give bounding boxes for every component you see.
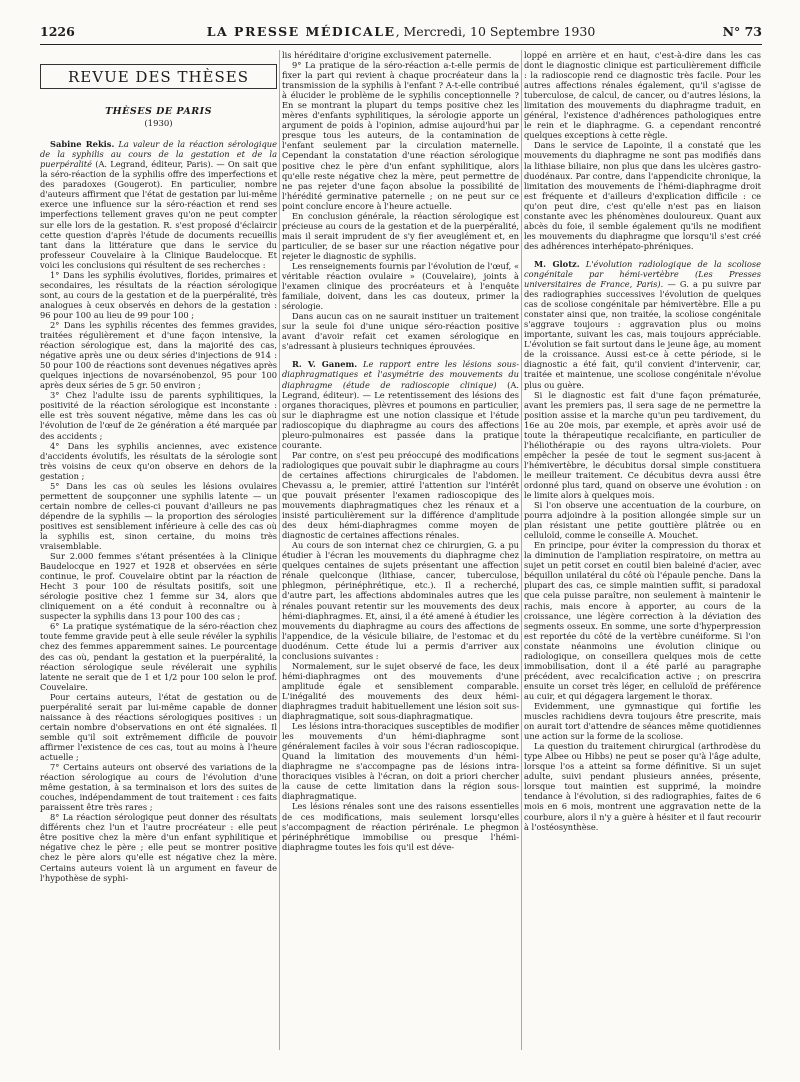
paragraph-text: La question du traitement chirurgical (arthrodèse du type Albee ou Hibbs) ne peut se poser qu'à l'âge adulte, lorsque l'os a atteint sa forme définitive. Si un sujet adulte, suivi pendant plusieurs années, présente, lorsque tout maintien est supprimé, la moindre tendance à l'évolution, si des radiographies, faites de 6 mois en 6 mois, montrent une aggravation nette de la courbure, alors il n'y a guère à hésiter et il faut recourir à l'ostéosynthèse. bbox=[524, 741, 761, 832]
paragraph-text: Les lésions intra-thoraciques susceptibles de modifier les mouvements d'un hémi-diaphragme sont généralement faciles à voir sous l'écran radioscopique. Quand la limitation des mouvements d'un hémi-diaphragme ne s'accompagne pas de lésions intra-thoraciques visibles à l'écran, on doit a priori chercher la cause de cette limitation dans la région sous-diaphragmatique. bbox=[282, 721, 519, 802]
paragraph bbox=[40, 621, 277, 691]
paragraph bbox=[524, 701, 761, 741]
paragraph bbox=[282, 261, 519, 311]
column-divider bbox=[521, 50, 522, 1050]
paragraph bbox=[282, 311, 519, 351]
paragraph bbox=[282, 450, 519, 540]
thesis-author: R. V. Ganem. bbox=[292, 359, 358, 370]
column-2-body bbox=[282, 50, 519, 852]
paragraph bbox=[40, 139, 277, 270]
paragraph-text: (A. Legrand, éditeur, Paris). — On sait que la séro-réaction de la syphilis offre des imperfections et des paradoxes (Gougerot). En particulier, nombre d'auteurs affirment que l'état de gestation par lui-même exerce une influence sur la séro-réaction et rend ses imperfections tellement graves qu'on ne peut compter sur elle lors de la gestation. R. s'est proposé d'éclaircir cette question d'après l'étude de documents recueillis tant dans la littérature que dans le service du professeur Couvelaire à la Clinique Baudelocque. Et voici les conclusions qui résultent de ses recherches : bbox=[40, 159, 277, 270]
paragraph-text: Dans le service de Lapointe, il a constaté que les mouvements du diaphragme ne sont pas modifiés dans la lithiase biliaire, non plus que dans les ulcères gastro-duodénaux. Par contre, dans l'appendicite chronique, la limitation des mouvements de l'hémi-diaphragme droit est fréquente et d'ailleurs d'explication difficile : ce qu'on peut dire, c'est qu'elle n'est pas en liaison constante avec les phénomènes douloureux. Quant aux abcès du foie, il semble également qu'ils ne modifient les mouvements du diaphragme que lorsqu'il s'est créé des adhérences interhépato-phréniques. bbox=[524, 140, 761, 251]
paragraph bbox=[524, 140, 761, 251]
column-3 bbox=[524, 50, 761, 832]
paragraph-text: 7° Certains auteurs ont observé des variations de la réaction sérologique au cours de l'évolution d'une même gestation, à sa terminaison et lors des suites de couches, indépendamment de tout traitement : ces faits paraissent être très rares ; bbox=[40, 762, 277, 813]
paragraph-text: 9° La pratique de la séro-réaction a-t-elle permis de fixer la part qui revient à chaque procréateur dans la transmission de la syphilis à l'enfant ? A-t-elle contribué à élucider le problème de le syphilis conceptionnelle ? En se montrant la plupart du temps positive chez les mères d'enfants syphilitiques, la sérologie apporte un argument de poids à l'opinion, admise aujourd'hui par presque tous les auteurs, de la contamination de l'enfant seulement par la circulation maternelle. Cependant la constatation d'une réaction sérologique positive chez le père d'un enfant syphilitique, alors qu'elle reste négative chez la mère, peut permettre de ne pas rejeter d'une façon absolue la possibilité de l'hérédité germinative paternelle ; on ne peut sur ce point conclure encore à l'heure actuelle. bbox=[282, 60, 519, 211]
paragraph-text: Les renseignements fournis par l'évolution de l'œuf, « véritable réaction ovulaire » (Couvelaire), joints à l'examen clinique des procréateurs et à l'enquête familiale, doivent, dans les cas douteux, primer la sérologie. bbox=[282, 260, 519, 312]
paragraph-text: 6° La pratique systématique de la séro-réaction chez toute femme gravide peut à elle seule révéler la syphilis chez des femmes apparemment saines. Le pourcentage des cas où, pendant la gestation et la puerpéralité, la réaction sérologique seule révélerait une syphilis latente ne serait que de 1 et 1/2 pour 100 selon le prof. Couvelaire. bbox=[40, 621, 277, 692]
paragraph bbox=[524, 540, 761, 701]
paragraph bbox=[40, 481, 277, 551]
column-divider bbox=[279, 50, 280, 1050]
paragraph bbox=[282, 540, 519, 661]
paragraph-text: Dans aucun cas on ne saurait instituer un traitement sur la seule foi d'une unique séro-réaction positive avant d'avoir refait cet examen sérologique en s'adressant à plusieurs techniques éprouvées. bbox=[282, 311, 519, 352]
paragraph bbox=[40, 390, 277, 440]
paragraph bbox=[282, 60, 519, 211]
paragraph bbox=[40, 551, 277, 621]
paragraph bbox=[282, 661, 519, 721]
paragraph bbox=[524, 390, 761, 501]
paragraph bbox=[524, 500, 761, 540]
paragraph-text: Par contre, on s'est peu préoccupé des modifications radiologiques que pouvait subir le diaphragme au cours de certaines affections chirurgicales de l'abdomen. Chevassu a, le premier, attiré l'attention sur l'intérêt que pouvait présenter l'examen radioscopique des mouvements diaphragmatiques chez les rénaux et a insisté particulièrement sur la différence d'amplitude des deux hémi-diaphragmes comme moyen de diagnostic de certaines affections rénales. bbox=[282, 449, 519, 541]
paragraph-text: 5° Dans les cas où seules les lésions ovulaires permettent de soupçonner une syphilis latente — un certain nombre de celles-ci pouvant d'ailleurs ne pas dépendre de la syphilis — la proportion des sérologies positives est sensiblement inférieure à celle des cas où la syphilis est, sinon certaine, du moins très vraisemblable. bbox=[40, 480, 277, 552]
column-1-body bbox=[40, 139, 277, 882]
paragraph bbox=[282, 211, 519, 261]
paragraph-text: Au cours de son internat chez ce chirurgien, G. a pu étudier à l'écran les mouvements du diaphragme chez quelques centaines de sujets présentant une affection rénale quelconque (lithiase, cancer, tuberculose, phlegmon, périnéphrétique, etc.). Il a recherché, d'autre part, les affections abdominales autres que les rénales pouvant retentir sur les mouvements des deux hémi-diaphragmes. Et, ainsi, il a été amené à étudier les mouvements du diaphragme au cours des affections de l'appendice, de la vésicule biliaire, de l'estomac et du duodénum. Cette étude lui a permis d'arriver aux conclusions suivantes : bbox=[282, 540, 519, 661]
paragraph bbox=[40, 762, 277, 812]
paragraph bbox=[282, 50, 519, 60]
paragraph bbox=[40, 320, 277, 390]
journal-name: LA PRESSE MÉDICALE bbox=[206, 24, 396, 39]
issue-date: , Mercredi, 10 Septembre 1930 bbox=[395, 24, 596, 39]
thesis-author: M. Glotz. bbox=[534, 258, 580, 269]
paragraph-text: 8° La réaction sérologique peut donner des résultats différents chez l'un et l'autre procréateur : elle peut être positive chez la mère d'un enfant syphilitique et négative chez le père ; elle peut se montrer positive chez le père alors qu'elle est négative chez la mère. Certains auteurs voient là un argument en faveur de l'hypothèse de syphi- bbox=[40, 812, 277, 883]
paragraph bbox=[40, 692, 277, 762]
paragraph bbox=[524, 259, 761, 390]
paragraph-text: Les lésions rénales sont une des raisons essentielles de ces modifications, mais seulement lorsqu'elles s'accompagnent de réaction périrénale. Le phegmon périnéphrétique immobilise ou presque l'hémi-diaphragme toutes les fois qu'il est déve- bbox=[282, 801, 519, 852]
paragraph bbox=[40, 441, 277, 481]
paragraph bbox=[524, 741, 761, 831]
section-subtitle: THÈSES DE PARIS bbox=[105, 106, 212, 118]
paragraph-text: Si l'on observe une accentuation de la courbure, on pourra adjoindre à la position allongée simple sur un plan résistant une petite gouttière plâtrée ou en celluloïd, comme le conseille A. Mouchet. bbox=[524, 500, 761, 541]
paragraph-text: En principe, pour éviter la compression du thorax et la diminution de l'ampliation respiratoire, on mettra au sujet un petit corset en coutil bien baleiné d'acier, avec béquillon unilatéral du côté où l'épaule penche. Dans la plupart des cas, ce simple maintien suffit, si paradoxal que cela puisse paraître, non seulement à maintenir le rachis, mais encore à apporter, au cours de la croissance, une légère correction à la déviation des segments osseux. En somme, une sorte d'hyperpression est reportée du côté de la vertèbre cunéiforme. Si l'on constate néanmoins une évolution clinique ou radiologique, on conseillera quelques mois de cette immobilisation, dont il a été parlé au paragraphe précédent, avec recalcification active ; on prescrira ensuite un corset très léger, en celluloïd de préférence au cuir, et qui dégagera largement le thorax. bbox=[524, 540, 761, 701]
paragraph-text: 2° Dans les syphilis récentes des femmes gravides, traitées régulièrement et d'une façon intensive, la réaction sérologique est, dans la majorité des cas, négative après une ou deux séries d'injections de 914 : 50 pour 100 de réactions sont devenues négatives après quelques injections de novarsénobenzol, 95 pour 100 après deux séries de 5 gr. 50 environ ; bbox=[40, 319, 277, 391]
paragraph-text: Si le diagnostic est fait d'une façon prématurée, avant les premiers pas, il sera sage de ne permettre la position assise et la marche qu'un peu tardivement, du 16e au 20e mois, par exemple, et après avoir usé de toute la thérapeutique recalcifiante, en particulier de l'héliothérapie ou des rayons ultra-violets. Pour empêcher la pesée de tout le segment sus-jacent à l'hémivertèbre, le décubitus dorsal simple constituera le meilleur traitement. Ce décubitus devra aussi être ordonné plus tard, quand on observe une évolution : on le limite alors à quelques mois. bbox=[524, 389, 761, 501]
paragraph-text: Normalement, sur le sujet observé de face, les deux hémi-diaphragmes ont des mouvements d'une amplitude égale et sensiblement comparable. L'inégalité des mouvements des deux hémi-diaphragmes traduit habituellement une lésion soit sus-diaphragmatique, soit sous-diaphragmatique. bbox=[282, 660, 519, 722]
paragraph bbox=[282, 359, 519, 449]
paragraph bbox=[282, 801, 519, 851]
thesis-title: La valeur de la réaction sérologique de la syphilis au cours de la gestation et de la puerpéralité bbox=[40, 139, 277, 170]
column-1 bbox=[40, 50, 277, 883]
paragraph-text: — G. a pu suivre par des radiographies successives l'évolution de quelques cas de scoliose congénitale par hémivertèbre. Elle a pu constater ainsi que, non traitée, la scoliose congénitale s'aggrave toujours : aggravation plus ou moins importante, suivant les cas, mais toujours appréciable. L'évolution se fait surtout dans le jeune âge, au moment de la croissance. Aussi est-ce à cette période, si le diagnostic a été fait, qu'il convient d'intervenir, car, traitée et maintenue, une scoliose congénitale n'évolue plus ou guère. bbox=[524, 279, 761, 390]
paragraph-text: Pour certains auteurs, l'état de gestation ou de puerpéralité serait par lui-même capable de donner naissance à des réactions sérologiques positives : un certain nombre d'observations en ont été signalées. Il semble qu'il soit extrêmement difficile de pouvoir affirmer l'existence de ces cas, tout au moins à l'heure actuelle ; bbox=[40, 691, 277, 762]
paragraph-text: Sur 2.000 femmes s'étant présentées à la Clinique Baudelocque en 1927 et 1928 et observées en série continue, le prof. Couvelaire obtint par la réaction de Hecht 3 pour 100 de résultats positifs, soit une sérologie positive chez 1 femme sur 34, alors que cliniquement on a été conduit à reconnaître ou à suspecter la syphilis dans 13 pour 100 des cas ; bbox=[40, 551, 277, 622]
column-3-body bbox=[524, 50, 761, 832]
section-title: REVUE DES THÈSES bbox=[40, 64, 277, 89]
issue-number: N° 73 bbox=[722, 24, 762, 39]
thesis-author: Sabine Rekis. bbox=[50, 139, 115, 150]
paragraph-text: loppé en arrière et en haut, c'est-à-dire dans les cas dont le diagnostic clinique est particulièrement difficile : la radioscopie rend ce diagnostic très facile. Pour les autres affections rénales également, qu'il s'agisse de tuberculose, de calcul, de cancer, ou d'autres lésions, la limitation des mouvements du diaphragme traduit, en général, l'existence d'adhérences pathologiques entre le rein et le diaphragme. G. a cependant rencontré quelques exceptions à cette règle. bbox=[524, 50, 761, 141]
page-header bbox=[40, 22, 762, 45]
paragraph-text: Evidemment, une gymnastique qui fortifie les muscles rachidiens devra toujours être prescrite, mais on aurait tort d'attendre de séances même quotidiennes une action sur la forme de la scoliose. bbox=[524, 701, 761, 742]
thesis-title: Le rapport entre les lésions sous-diaphragmatiques et l'asymétrie des mouvements du diaphragme (étude de radioscopie clinique) bbox=[282, 359, 519, 390]
paragraph-text: lis héréditaire d'origine exclusivement paternelle. bbox=[282, 50, 492, 60]
column-2 bbox=[282, 50, 519, 852]
paragraph bbox=[524, 50, 761, 140]
paragraph-text: En conclusion générale, la réaction sérologique est précieuse au cours de la gestation et de la puerpéralité, mais il serait imprudent de s'y fier aveuglément et, en particulier, de se baser sur une réaction négative pour rejeter le diagnostic de syphilis. bbox=[282, 210, 519, 261]
paragraph-text: 3° Chez l'adulte issu de parents syphilitiques, la positivité de la réaction sérologique est inconstante : elle est très souvent négative, même dans les cas où l'évolution de l'œuf de 2e génération a été marquée par des accidents ; bbox=[40, 390, 277, 441]
paragraph-text: 4° Dans les syphilis anciennes, avec existence d'accidents évolutifs, les résultats de la sérologie sont très voisins de ceux qu'on observe en dehors de la gestation ; bbox=[40, 440, 277, 481]
masthead bbox=[40, 24, 762, 39]
paragraph-text: (A. Legrand, éditeur). — Le retentissement des lésions des organes thoraciques, plèvres et poumons en particulier, sur le diaphragme est une notion classique et l'étude radioscopique du diaphragme au cours des affections pleuro-pulmonaires est passée dans la pratique courante. bbox=[282, 379, 519, 450]
paragraph bbox=[40, 812, 277, 882]
page-number: 1226 bbox=[40, 24, 75, 39]
paragraph bbox=[282, 721, 519, 801]
paragraph bbox=[40, 270, 277, 320]
paragraph-text: 1° Dans les syphilis évolutives, florides, primaires et secondaires, les résultats de la réaction sérologique sont, au cours de la gestation et de la puerpéralité, très analogues à ceux observés en dehors de la gestation : 96 pour 100 au lieu de 99 pour 100 ; bbox=[40, 269, 277, 320]
thesis-title: L'évolution radiologique de la scoliose congénitale par hémi-vertèbre (Les Presses universitaires de France, Paris). bbox=[524, 258, 761, 290]
section-year: (1930) bbox=[144, 119, 173, 130]
